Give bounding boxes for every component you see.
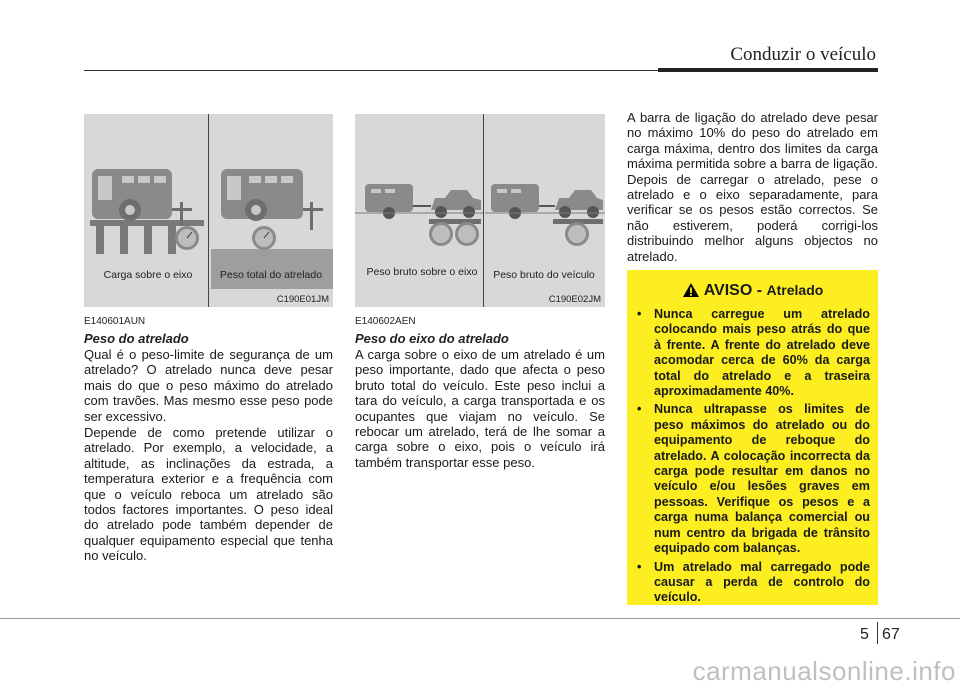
warning-heading xyxy=(635,282,870,303)
footer-rule xyxy=(0,618,960,619)
paragraph: A carga sobre o eixo de um atrelado é um peso importante, dado que afecta o peso bruto total do veículo. Este peso inclui a tara do veículo, a carga transportada e os ocupantes que viajam no veículo. Se rebocar um atrelado, terá de lhe somar a carga sobre o eixo, pois o veículo irá também transportar esse peso. xyxy=(355,347,605,470)
warning-item: • Um atrelado mal carregado pode causar a perda de controlo do veículo. xyxy=(637,559,870,605)
section-title: Peso do atrelado xyxy=(84,331,189,346)
paragraph: Depende de como pretende utilizar o atrelado. Por exemplo, a velocidade, a altitude, as inclinações da estrada, a temperatura exterior e a frequência com que o veículo reboca um atrelado são todos factores importantes. O peso ideal do atrelado pode também depender de qualquer equipamento especial que tenha no veículo. xyxy=(84,425,333,564)
warning-box xyxy=(627,270,878,605)
section-id: E140602AEN xyxy=(355,316,416,327)
chapter-title: Conduzir o veículo xyxy=(730,44,876,65)
figure-trailer-weight xyxy=(84,114,333,307)
chapter-number: 5 xyxy=(860,626,869,643)
figure-divider xyxy=(483,114,484,307)
watermark: carmanualsonline.info xyxy=(692,656,956,686)
warning-triangle-icon xyxy=(682,282,700,303)
caption-trailer-total-weight: Peso total do atrelado xyxy=(219,269,323,281)
warning-item: • Nunca ultrapasse os limites de peso máximos do atrelado ou do equipamento de reboque do atrelado. A colocação incorrecta da carga pode resultar em danos no veículo e/ou lesões graves em pessoas. Verifique os pesos e a carga numa balança comercial ou num centro da brigada de trânsito equipado com balanças. xyxy=(637,402,870,556)
page-number-separator xyxy=(877,622,878,644)
header-rule-accent xyxy=(658,68,878,72)
caption-gross-axle-weight: Peso bruto sobre o eixo xyxy=(366,266,478,278)
warning-item: • Nunca carregue um atrelado colocando mais peso atrás do que à frente. A frente do atrelado deve acomodar cerca de 60% da carga total do atrelado e a traseira aproximadamente 40%. xyxy=(637,307,870,399)
figure-code: C190E02JM xyxy=(548,294,601,305)
warning-list xyxy=(635,307,870,606)
page-number: 67 xyxy=(882,626,900,643)
figure-code: C190E01JM xyxy=(276,294,329,305)
warning-label: AVISO - xyxy=(703,282,763,299)
section-title: Peso do eixo do atrelado xyxy=(355,331,509,346)
warning-subject: Atrelado xyxy=(766,282,824,298)
paragraph: A barra de ligação do atrelado deve pesar no máximo 10% do peso do atrelado em carga máxima, dentro dos limites da carga máxima permitida sobre a barra de ligação. Depois de carregar o atrelado, pese o atrelado e o eixo separadamente, para verificar se os pesos estão correctos. Se não estiverem, poderá corrigi-los distribuindo melhor alguns objectos no atrelado. xyxy=(627,110,878,264)
caption-axle-load: Carga sobre o eixo xyxy=(103,269,193,281)
figure-divider xyxy=(208,114,209,307)
caption-gross-vehicle-weight: Peso bruto do veículo xyxy=(493,269,595,281)
figure-axle-weight xyxy=(355,114,605,307)
paragraph: Qual é o peso-limite de segurança de um atrelado? O atrelado nunca deve pesar mais do que o peso máximo do atrelado com travões. Mas mesmo esse peso pode ser excessivo. xyxy=(84,347,333,424)
section-id: E140601AUN xyxy=(84,316,146,327)
